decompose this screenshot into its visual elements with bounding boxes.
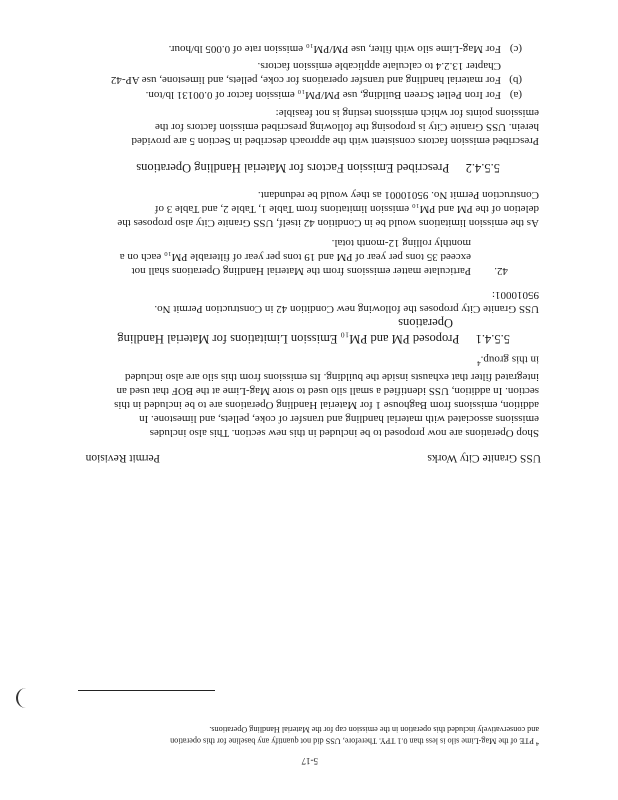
condition-number: 42. [494,265,508,277]
footnote-reference: 4 [477,359,481,367]
text-line: emissions associated with material handling and transfer of coke, pellets, and limestone. In [139,413,539,425]
deletion-paragraph [117,188,539,230]
text-line: Shop Operations are now proposed to be included in this new section. This also includes [149,427,539,439]
list-item-label: (c) [509,43,522,55]
footnote-marker: 4 [536,740,539,746]
footnote [170,724,539,748]
text-line: herein. USS Granite City is proposing the following prescribed emission factors for the [154,121,539,133]
list-item-label: (b) [509,74,522,86]
text-line: addition, emissions from Baghouse 1 for Material Handling Operations are to be included in this [114,399,539,411]
binding-mark [16,688,30,708]
text-fragment: in this group. [480,353,539,366]
text-line [114,352,539,370]
header-right: Permit Revision [85,452,160,464]
footnote-line [170,735,539,748]
text-line: For material handling and transfer operations for coke, pellets, and limestone, use AP-42 [110,74,501,86]
text-line: Chapter 13.2.4 to calculate applicable emission factors. [257,60,501,72]
text-line: emissions points for which emissions testing is not feasible: [275,107,539,119]
section-heading-5542 [136,160,500,175]
text-line: 95010001: [491,289,539,301]
text-line: Construction Permit No. 95010001 as they would be redundant. [257,189,539,201]
section-number: 5.5.4.2 [465,161,500,175]
text-line: deletion of the PM and PM₁₀ emission limitations from Table 1, Table 2, and Table 3 of [154,203,539,215]
list-item-label: (a) [509,89,522,101]
text-line: exceed 35 tons per year of PM and 19 tons per year of filterable PM₁₀ each on a [119,251,471,263]
prescribed-paragraph [132,106,540,148]
list-item [169,42,501,56]
footnote-rule [78,690,215,691]
text-line: For Iron Pellet Screen Building, use PM/PM₁₀ emission factor of 0.00131 lb/ton. [145,89,501,101]
section-heading-5541 [117,331,510,346]
footnote-line: and conservatively included this operation in the emission cap for the Material Handling Operations. [209,725,539,735]
header-left: USS Granite City Works [427,452,541,464]
condition-42-text [120,236,471,278]
text-line: For Mag-Lime silo with filter, use PM/PM₁₀ emission rate of 0.005 lb/hour. [168,43,501,55]
footnote-text: PTE of the Mag-Lime silo is less than 0.1 TPY. Therefore, USS did not quantify any baseline for this operation [170,736,534,746]
section-number: 5.5.4.1 [475,332,510,346]
text-line: section. In addition, USS identified a small silo used to store Mag-Lime at the BOF that used an [116,385,539,397]
text-line: integrated filter that exhausts inside the building. Its emissions from this silo are also included [125,371,539,383]
page-number: 5-17 [301,756,318,766]
text-line: As the emission limitations would be in Condition 42 itself, USS Granite City also proposes the [117,217,539,229]
text-line: monthly rolling 12-month total. [331,237,471,249]
section-heading-5541-cont: Operations [398,316,453,330]
text-line: Particulate matter emissions from the Material Handling Operations shall not [131,265,471,277]
text-line: Prescribed emission factors consistent with the approach described in Section 5 are provided [131,135,539,147]
intro-paragraph [114,352,539,440]
list-item [146,88,501,102]
text-line: USS Granite City proposes the following new Condition 42 in Construction Permit No. [154,303,539,315]
section-title: Proposed PM and PM₁₀ Emission Limitations for Material Handling [117,332,460,346]
section-title: Prescribed Emission Factors for Material Handling Operations [136,161,450,175]
list-item [111,59,501,87]
condition-paragraph [154,288,539,316]
